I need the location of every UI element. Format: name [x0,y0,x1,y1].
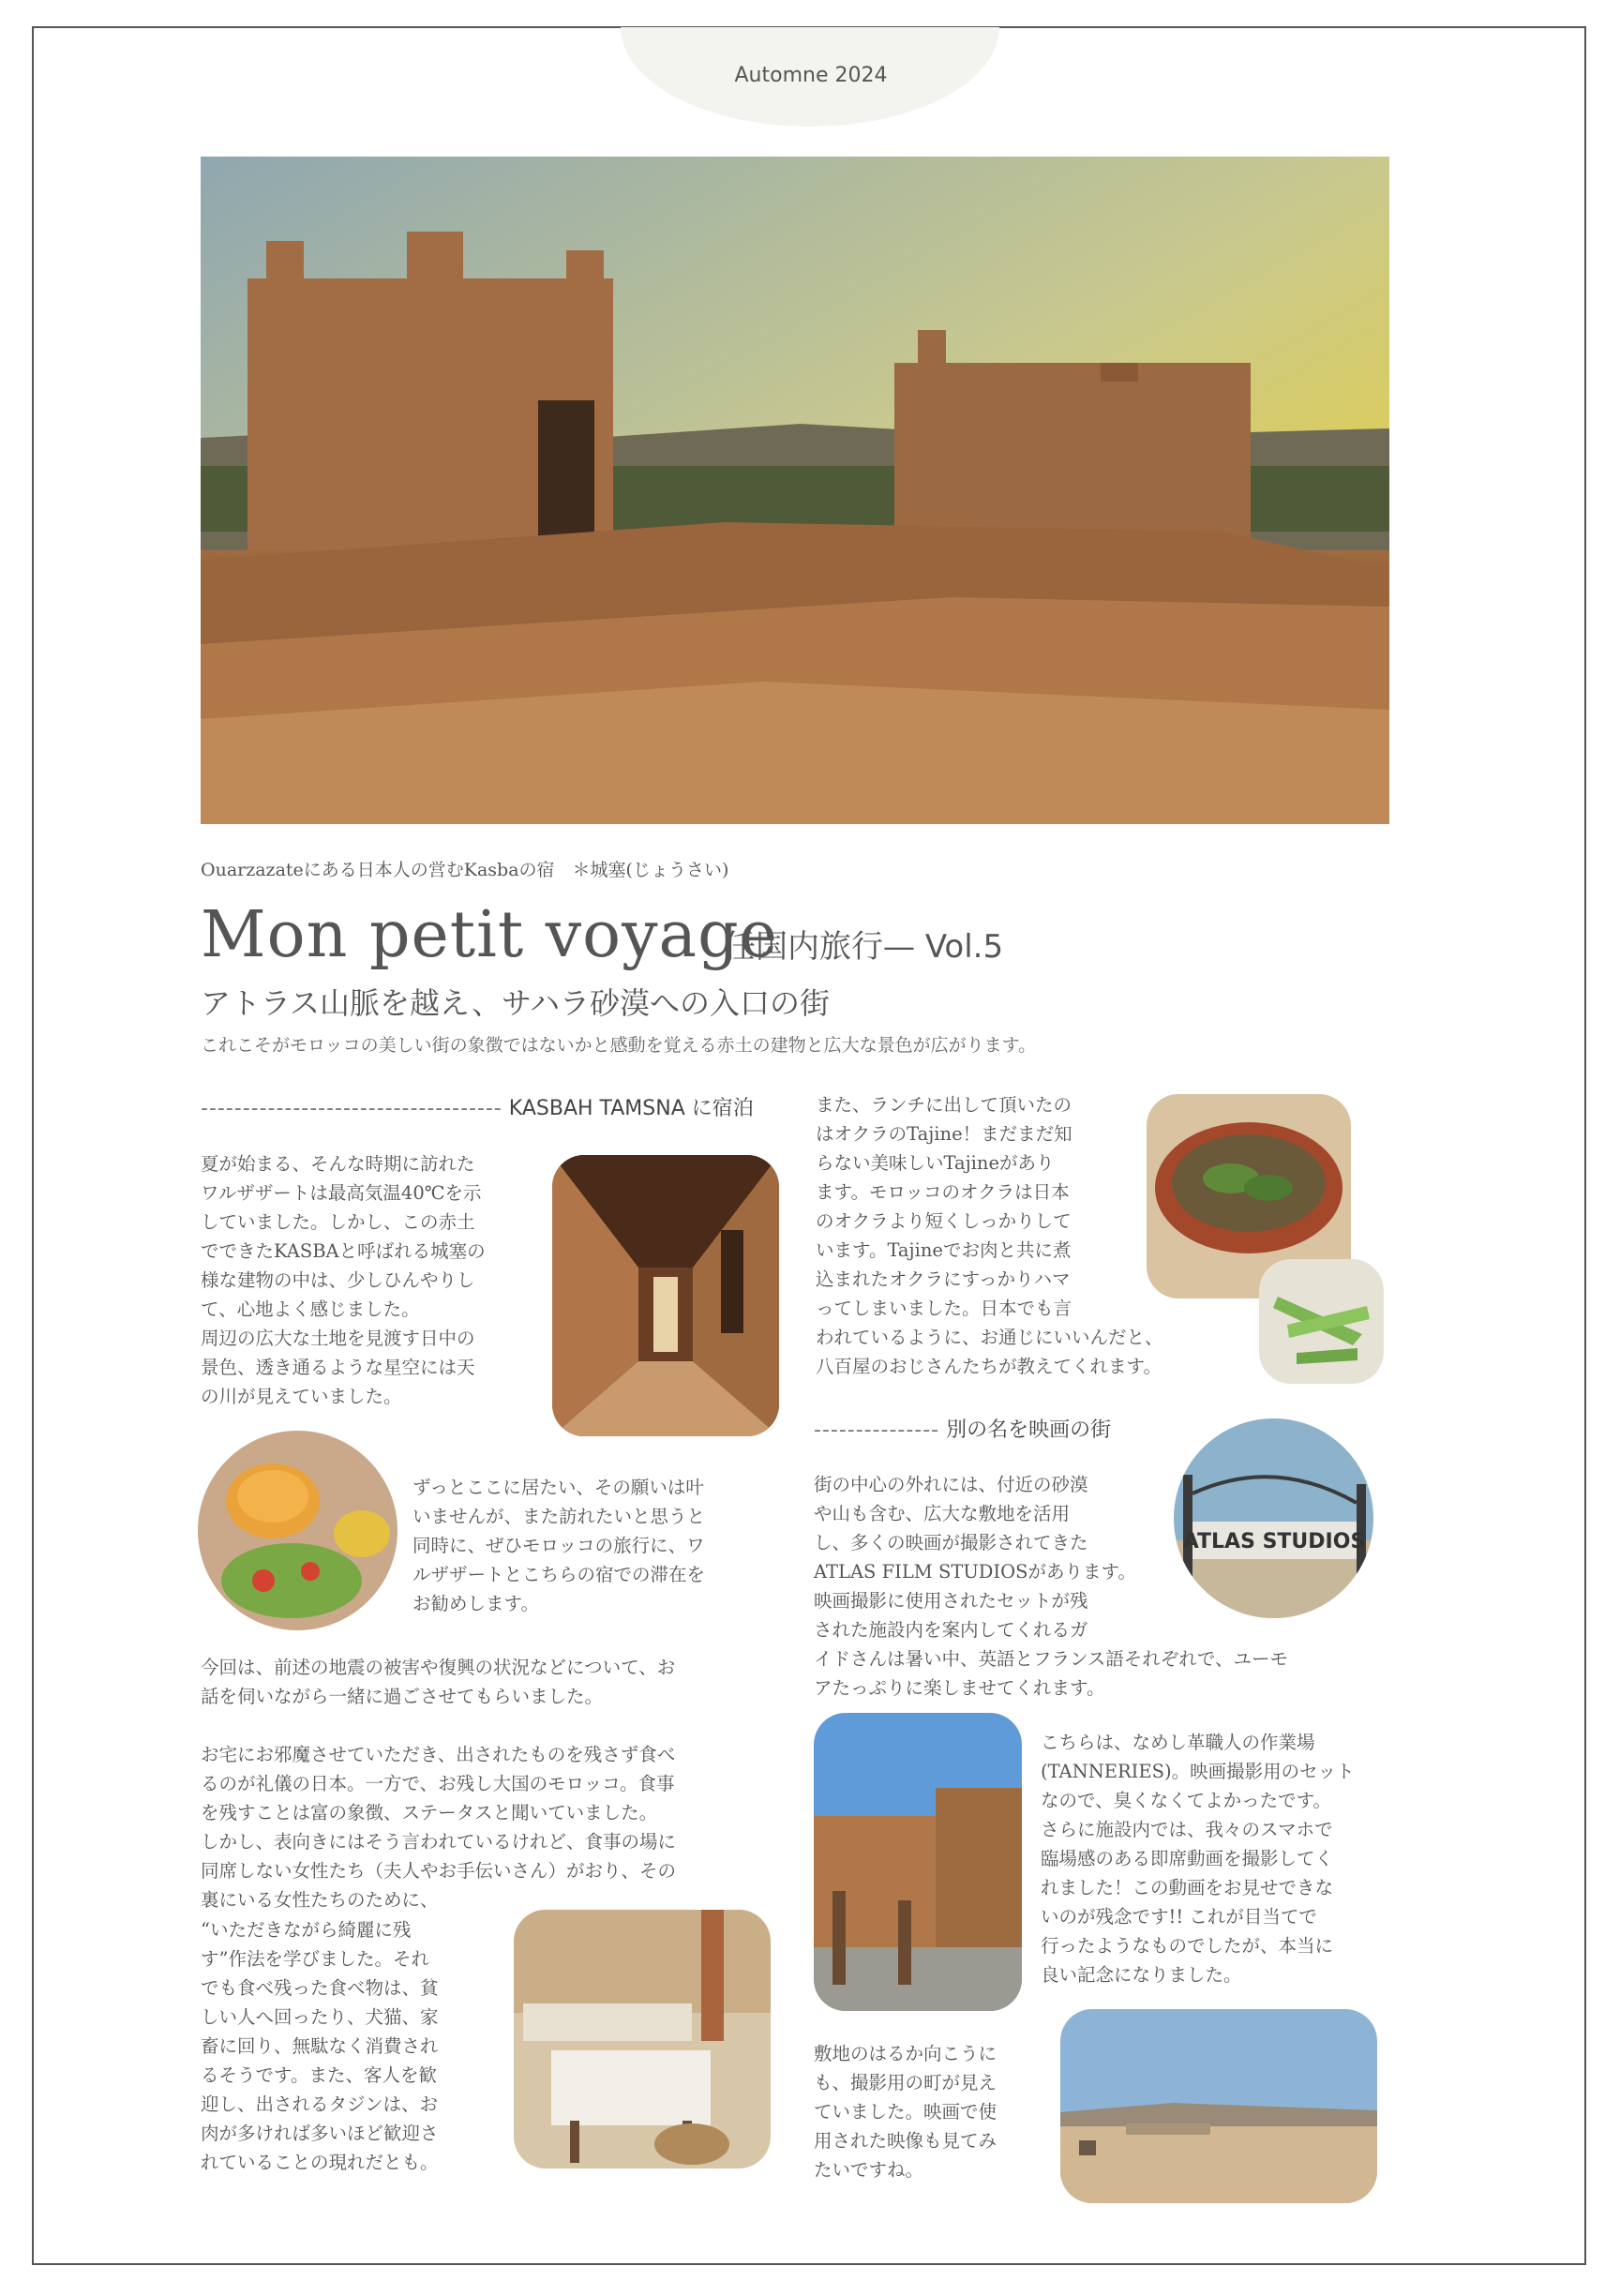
photo-tanneries-set [814,1713,1022,2011]
photo-dining-room [514,1910,771,2168]
photo-okra [1259,1259,1384,1384]
paragraph-tanneries: こちらは、なめし革職人の作業場 (TANNERIES)。映画撮影用のセット なので、臭くなくてよかったです。 さらに施設内では、我々のスマホで 臨場感のある即席動画を撮影してく れました！この動画をお見せできな いのが残念です!! これが目当てで 行ったようなものでしたが、本当に 良い記念になりました。 [1041,1732,1355,1986]
article-subtitle [724,921,1003,967]
paragraph-recommend: ずっとここに居たい、その願いは叶 いませんが、また訪れたいと思うと 同時に、ぜひモロッコの旅行に、ワ ルザザートとこちらの宿での滞在を お勧めします。 [412,1477,706,1614]
heading-text: 別の名を映画の街 [946,1418,1112,1442]
volume-label: Vol.5 [924,928,1004,966]
article-intro: これこそがモロッコの美しい街の象徴ではないかと感動を覚える赤土の建物と広大な景色が広がります。 [201,1035,1037,1056]
paragraph-film-town: 敷地のはるか向こうに も、撮影用の町が見え ていました。映画で使 用された映像も見てみ たいですね。 [814,2043,998,2181]
photo-atlas-studios-gate [1174,1418,1373,1618]
section-heading-kasbah [201,1092,754,1121]
section-heading-cinema [814,1414,1111,1443]
hero-photo-kasbah [201,157,1389,824]
photo-corridor [552,1155,779,1436]
paragraph-atlas-studios: 街の中心の外れには、付近の砂漠 や山も含む、広大な敷地を活用 し、多くの映画が撮影されてきた ATLAS FILM STUDIOSがあります。 映画撮影に使用されたセットが残 された施設内を案内してくれるガ イドさんは暑い中、英語とフランス語それぞれで、ユーモ アたっぷりに楽しませてくれます。 [814,1474,1289,1699]
photo-desert-film-town [1060,2009,1377,2203]
paragraph-kasbah-summer: 夏が始まる、そんな時期に訪れた ワルザザートは最高気温40℃を示 していました。しかし、この赤土 でできたKASBAと呼ばれる城塞の 様な建物の中は、少しひんやりし て、心地よく感じました。 周辺の広大な土地を見渡す日中の 景色、透き通るような星空には天 の川が見えていました。 [201,1153,486,1407]
article-lead: アトラス山脈を越え、サハラ砂漠への入口の街 [201,985,831,1021]
article-title: Mon petit voyage [201,898,778,972]
heading-text: KASBAH TAMSNA に宿泊 [508,1097,754,1120]
heading-rule: --------------- [814,1418,940,1442]
paragraph-okra-tajine: また、ランチに出して頂いたの はオクラのTajine！まだまだ知 らない美味しいTajineがあり ます。モロッコのオクラは日本 のオクラより短くしっかりして います。Tajineでお肉と共に煮 込まれたオクラにすっかりハマ ってしまいました。日本でも言 われているように、お通じにいいんだと、 八百屋のおじさんたちが教えてくれます。 [816,1094,1163,1377]
heading-rule: ------------------------------------ [201,1097,502,1120]
studio-sign-text: ATLAS STUDIOS [1182,1530,1366,1553]
paragraph-earthquake: 今回は、前述の地震の被害や復興の状況などについて、お 話を伺いながら一緒に過ごさせてもらいました。 [201,1657,676,1707]
paragraph-food-custom: お宅にお邪魔させていただき、出されたものを残さず食べ るのが礼儀の日本。一方で、お残し大国のモロッコ。食事 を残すことは富の象徴、ステータスと聞いていました。 しかし、表向きにはそう言われているけれど、食事の場に 同席しない女性たち（夫人やお手伝いさん）がおり、その 裏にいる女性たちのために、 [201,1744,677,1911]
season-label: Automne 2024 [734,64,888,87]
hero-caption: Ouarzazateにある日本人の営むKasbaの宿 ＊城塞(じょうさい) [201,860,729,880]
paragraph-leftovers: “いただきながら綺麗に残 す”作法を学びました。それ でも食べ残った食べ物は、貧 しい人へ回ったり、犬猫、家 畜に回り、無駄なく消費され るそうです。また、客人を歓 迎し、出されるタジンは、お 肉が多ければ多いほど歓迎さ れていることの現れだとも。 [201,1919,439,2173]
subtitle-text: 任国内旅行— [724,928,915,966]
photo-breakfast [198,1431,398,1630]
